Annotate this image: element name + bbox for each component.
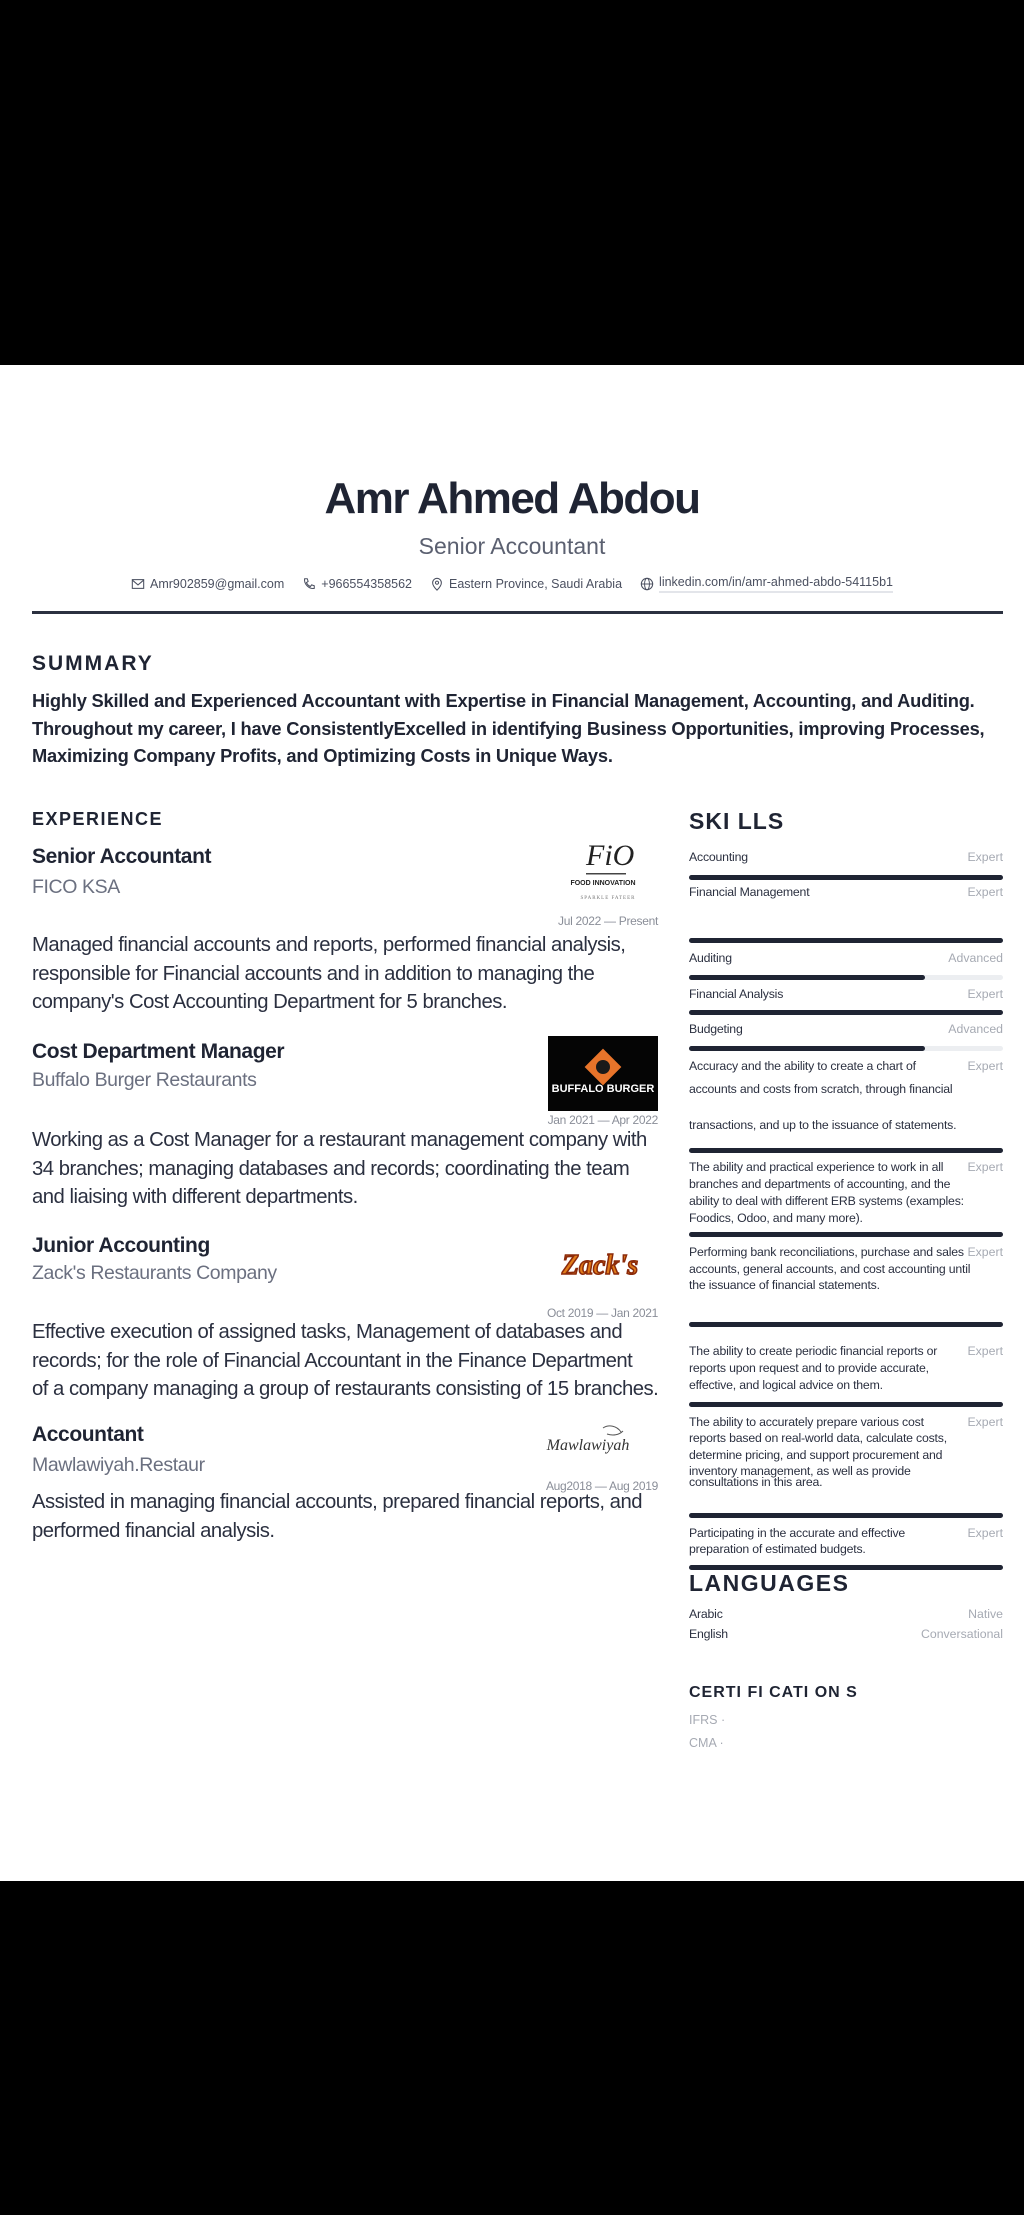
job-title: Accountant <box>32 1423 144 1446</box>
job-company: Buffalo Burger Restaurants <box>32 1069 257 1091</box>
contact-location <box>430 575 622 593</box>
phone-text: +966554358562 <box>321 577 413 591</box>
summary-line: Highly Skilled and Experienced Accountant with Expertise in Financial Management, Accounting, and Auditing. <box>32 690 975 711</box>
skill-level-fill <box>689 1046 925 1051</box>
email-text: Amr902859@gmail.com <box>150 577 285 591</box>
skill-name-line: ability to deal with different ERB systems (examples: <box>689 1194 964 1208</box>
language-name: Arabic <box>689 1607 723 1621</box>
job-dates: Jan 2021 — Apr 2022 <box>547 1113 658 1127</box>
contact-email[interactable] <box>131 575 284 593</box>
job-description-line: of a company managing a group of restaurants consisting of 15 branches. <box>32 1378 659 1400</box>
skill-level: Expert <box>967 1344 1003 1358</box>
job-title: Cost Department Manager <box>32 1040 285 1063</box>
skill-name-line: determine pricing, and support procurement and <box>689 1448 943 1462</box>
skill-name-line: accounts, general accounts, and cost accounting until <box>689 1262 971 1276</box>
zacks-logo <box>550 1240 650 1288</box>
skill-name-line: Budgeting <box>689 1022 743 1036</box>
envelope-icon <box>131 577 145 591</box>
skill-name-line: Financial Management <box>689 885 810 899</box>
job-title: Senior Accountant <box>32 845 212 868</box>
skill-level: Expert <box>967 850 1003 864</box>
skill-name-line: inventory management, as well as provide <box>689 1464 911 1478</box>
job-description-line: company's Cost Accounting Department for 5 branches. <box>32 991 508 1013</box>
job-description-line: records; for the role of Financial Accountant in the Finance Department <box>32 1349 633 1372</box>
job-description-line: Managed financial accounts and reports, performed financial analysis, <box>32 934 626 956</box>
skill-name-line: Accuracy and the ability to create a chart of <box>689 1059 916 1073</box>
skill-name-line: Foodics, Odoo, and many more). <box>689 1211 863 1225</box>
language-level: Conversational <box>920 1627 1003 1641</box>
certifications-heading: CERTI FI CATI ON S <box>689 1684 858 1701</box>
skill-name-line: consultations in this area. <box>689 1475 823 1489</box>
skill-level-fill <box>689 975 925 980</box>
skill-level-bar <box>689 975 1003 980</box>
skill-level-bar <box>689 1148 1003 1153</box>
globe-icon <box>640 577 654 591</box>
skill-name-line: effective, and logical advice on them. <box>689 1378 883 1392</box>
skill-level: Advanced <box>948 1022 1003 1036</box>
skill-level-bar <box>689 1513 1003 1518</box>
candidate-title: Senior Accountant <box>418 533 606 559</box>
skill-name-line: Performing bank reconciliations, purchase and sales <box>689 1245 964 1259</box>
skill-level: Expert <box>967 1245 1003 1259</box>
skill-level-fill <box>689 1010 1003 1015</box>
svg-text:BUFFALO BURGER: BUFFALO BURGER <box>551 1083 655 1095</box>
skill-level-bar <box>689 875 1003 880</box>
svg-text:Mawlawiyah: Mawlawiyah <box>546 1437 630 1454</box>
header-divider <box>32 611 1003 614</box>
experience-heading: EXPERIENCE <box>32 809 164 829</box>
skill-level-fill <box>689 1148 1003 1153</box>
certification-item: CMA · <box>689 1736 724 1750</box>
job-description-line: responsible for Financial accounts and in addition to managing the <box>32 962 595 985</box>
job-dates: Jul 2022 — Present <box>558 914 658 928</box>
contact-linkedin[interactable] <box>640 575 893 593</box>
skill-level-fill <box>689 1513 1003 1518</box>
job-dates: Aug2018 — Aug 2019 <box>545 1479 658 1493</box>
skill-level: Expert <box>967 987 1003 1001</box>
svg-text:FiO: FiO <box>586 839 635 872</box>
svg-text:SPARKLE FATEER: SPARKLE FATEER <box>580 896 636 901</box>
skill-name-line: branches and departments of accounting, and the <box>689 1177 951 1191</box>
skill-level-fill <box>689 1402 1003 1407</box>
map-pin-icon <box>430 577 444 591</box>
languages-heading: LANGUAGES <box>689 1570 850 1596</box>
fico-logo <box>548 833 658 905</box>
skill-level: Expert <box>967 1059 1003 1073</box>
buffalo-burger-logo <box>548 1036 658 1111</box>
summary-line: Throughout my career, I have ConsistentlyExcelled in identifying Business Opportunities, improving Processes, <box>32 718 985 739</box>
skill-level-fill <box>689 875 1003 880</box>
skill-level: Expert <box>967 1526 1003 1540</box>
skill-level-bar <box>689 938 1003 943</box>
job-dates: Oct 2019 — Jan 2021 <box>546 1306 658 1320</box>
skill-name-line: Financial Analysis <box>689 987 784 1001</box>
location-text: Eastern Province, Saudi Arabia <box>449 577 623 591</box>
skill-name-line: Participating in the accurate and effective <box>689 1526 906 1540</box>
skill-level: Expert <box>967 1160 1003 1174</box>
skill-name-line: The ability to create periodic financial reports or <box>689 1344 938 1358</box>
summary-line: Maximizing Company Profits, and Optimizing Costs in Unique Ways. <box>32 745 613 766</box>
skill-name-line: The ability to accurately prepare various cost <box>689 1415 924 1429</box>
linkedin-link[interactable]: linkedin.com/in/amr-ahmed-abdo-54115b1 <box>659 575 893 593</box>
contact-row <box>0 575 1024 593</box>
skill-level: Advanced <box>948 951 1003 965</box>
certification-item: IFRS · <box>689 1713 726 1727</box>
job-description-line: Effective execution of assigned tasks, Management of databases and <box>32 1321 623 1343</box>
skill-name-line: accounts and costs from scratch, through financial <box>689 1082 953 1096</box>
summary-heading: SUMMARY <box>32 652 154 675</box>
skills-heading: SKI LLS <box>689 808 785 834</box>
skill-name-line: the issuance of financial statements. <box>689 1278 880 1292</box>
skill-name-line: Auditing <box>689 951 732 965</box>
skill-level-bar <box>689 1010 1003 1015</box>
skill-name-line: Accounting <box>689 850 748 864</box>
job-company: Mawlawiyah.Restaur <box>32 1454 205 1476</box>
skill-name-line: reports based on real-world data, calculate costs, <box>689 1431 947 1445</box>
skill-level: Expert <box>967 885 1003 899</box>
skill-level-bar <box>689 1232 1003 1237</box>
candidate-name: Amr Ahmed Abdou <box>324 474 700 523</box>
job-title: Junior Accounting <box>32 1234 210 1257</box>
job-description-line: Working as a Cost Manager for a restaurant management company with <box>32 1129 647 1151</box>
skill-level-fill <box>689 1322 1003 1327</box>
svg-text:FOOD INNOVATION: FOOD INNOVATION <box>570 880 636 887</box>
job-description-line: Assisted in managing financial accounts, prepared financial reports, and <box>32 1491 642 1513</box>
skill-name-line: The ability and practical experience to work in all <box>689 1160 944 1174</box>
skill-level-fill <box>689 938 1003 943</box>
skill-level-bar <box>689 1402 1003 1407</box>
job-description-line: performed financial analysis. <box>32 1519 275 1542</box>
skill-name-line: reports upon request and to provide accurate, <box>689 1361 929 1375</box>
language-level: Native <box>968 1607 1003 1621</box>
mawlawiyah-logo <box>533 1420 643 1460</box>
skill-level-fill <box>689 1232 1003 1237</box>
language-name: English <box>689 1627 728 1641</box>
svg-text:Zack's: Zack's <box>561 1250 639 1281</box>
skill-level-bar <box>689 1046 1003 1051</box>
skill-level-bar <box>689 1322 1003 1327</box>
job-company: Zack's Restaurants Company <box>32 1262 277 1284</box>
job-description-line: 34 branches; managing databases and records; coordinating the team <box>32 1157 630 1180</box>
skill-name-line: preparation of estimated budgets. <box>689 1542 866 1556</box>
skill-name-line: transactions, and up to the issuance of statements. <box>689 1118 957 1132</box>
job-company: FICO KSA <box>32 876 120 898</box>
contact-phone[interactable] <box>302 575 412 593</box>
skill-level: Expert <box>967 1415 1003 1429</box>
job-description-line: and liaising with different departments. <box>32 1186 358 1208</box>
phone-icon <box>302 577 316 591</box>
